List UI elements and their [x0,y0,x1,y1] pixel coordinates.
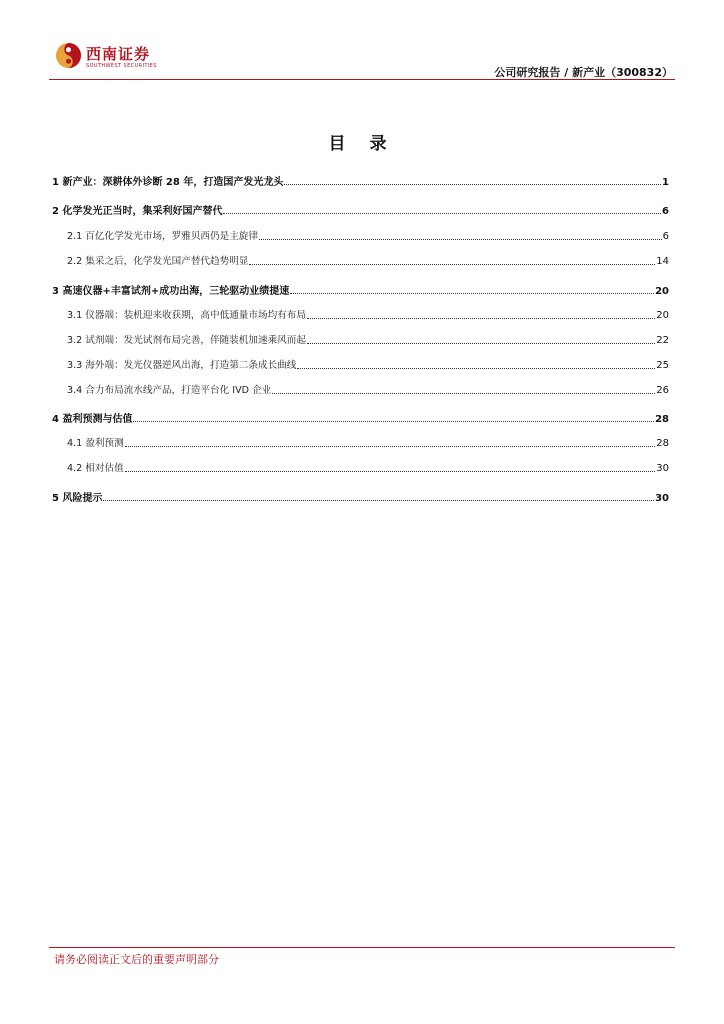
toc-entry-label: 2 化学发光正当时，集采利好国产替代 [52,206,223,217]
toc-entry[interactable] [67,357,669,371]
toc-entry[interactable] [52,202,669,217]
footer-disclaimer: 请务必阅读正文后的重要声明部分 [54,953,219,966]
toc-entry-label: 2.2 集采之后，化学发光国产替代趋势明显 [67,256,249,267]
toc-dot-leader [307,310,655,319]
toc-entry-label: 5 风险提示 [52,493,103,504]
toc-dot-leader [259,231,662,240]
toc-dot-leader [133,413,654,422]
toc-entry[interactable] [67,332,669,346]
toc-dot-leader [249,256,655,265]
toc-dot-leader [272,385,655,394]
toc-entry-label: 4 盈利预测与估值 [52,414,133,425]
toc-entry-page-number: 6 [662,231,669,242]
toc-entry[interactable] [52,173,669,188]
toc-entry-label: 1 新产业：深耕体外诊断 28 年，打造国产发光龙头 [52,177,284,188]
toc-dot-leader [290,285,654,294]
footer-divider [49,947,675,948]
toc-title: 目 录 [328,134,396,154]
logo-chinese-name: 西南证券 [86,45,151,63]
toc-dot-leader [307,335,655,344]
toc-entry-page-number: 28 [656,438,669,449]
logo-english-name: SOUTHWEST SECURITIES [86,63,157,69]
company-logo [55,41,205,75]
toc-entry-page-number: 30 [655,493,669,504]
toc-entry-page-number: 25 [656,360,669,371]
toc-dot-leader [125,438,656,447]
toc-dot-leader [284,176,661,185]
toc-entry-page-number: 14 [656,256,669,267]
toc-entry-page-number: 1 [662,177,669,188]
toc-entry-page-number: 6 [662,206,669,217]
toc-entry-label: 3 高速仪器+丰富试剂+成功出海，三轮驱动业绩提速 [52,286,290,297]
toc-entry[interactable] [67,307,669,321]
toc-dot-leader [223,205,661,214]
toc-entry[interactable] [52,282,669,297]
toc-entry-label: 3.3 海外端：发光仪器逆风出海，打造第二条成长曲线 [67,360,297,371]
toc-entry[interactable] [67,228,669,242]
toc-entry-page-number: 20 [656,310,669,321]
toc-entry-label: 3.2 试剂端：发光试剂布局完善，伴随装机加速乘风而起 [67,335,306,346]
toc-entry-label: 4.1 盈利预测 [67,438,124,449]
southwest-securities-logo-icon [55,42,82,69]
toc-entry-page-number: 20 [655,286,669,297]
toc-entry-label: 3.4 合力布局流水线产品，打造平台化 IVD 企业 [67,385,272,396]
toc-entry[interactable] [52,410,669,425]
toc-entry-page-number: 30 [656,463,669,474]
toc-entry-page-number: 28 [655,414,669,425]
toc-entry-label: 2.1 百亿化学发光市场，罗雅贝西仍是主旋律 [67,231,258,242]
toc-dot-leader [103,492,654,501]
toc-entry-label: 4.2 相对估值 [67,463,124,474]
toc-entry[interactable] [67,253,669,267]
report-type-label: 公司研究报告 / 新产业（300832） [494,66,673,79]
toc-entry-page-number: 22 [656,335,669,346]
toc-dot-leader [297,360,655,369]
toc-entry[interactable] [52,489,669,504]
toc-entry[interactable] [67,382,669,396]
toc-entry-label: 3.1 仪器端：装机迎来收获期，高中低通量市场均有布局 [67,310,306,321]
toc-entry-page-number: 26 [656,385,669,396]
toc-entry[interactable] [67,460,669,474]
toc-entry[interactable] [67,435,669,449]
header-divider [49,79,675,80]
toc-dot-leader [125,463,656,472]
